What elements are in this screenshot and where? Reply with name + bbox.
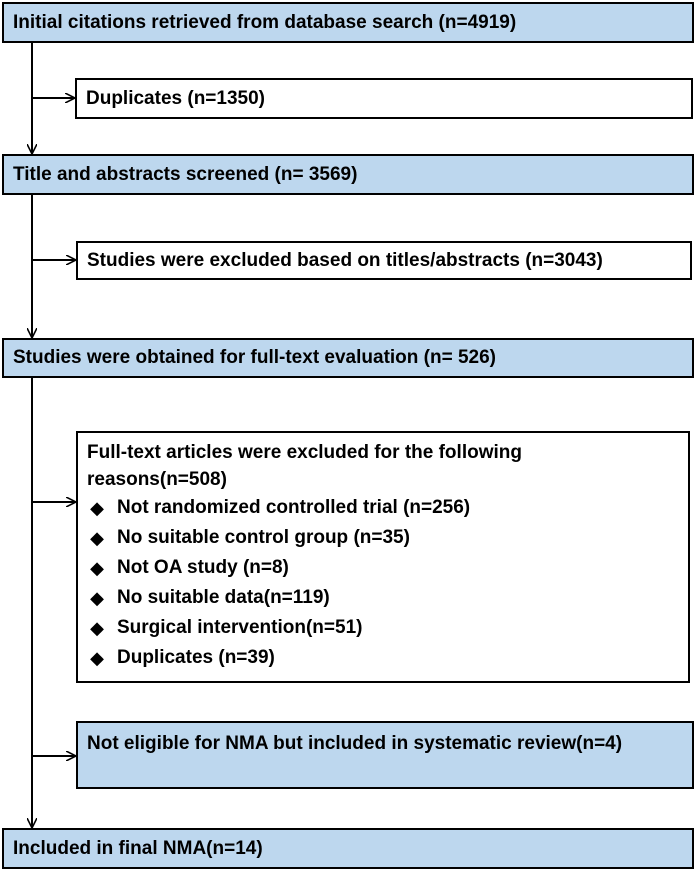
screened-box [2,154,694,195]
exclusion-reasons-box [76,431,690,683]
reason-label: Duplicates (n=39) [117,647,275,668]
list-item [87,613,688,643]
reason-label: No suitable data(n=119) [117,587,330,608]
fulltext-text: Studies were obtained for full-text evaluation (n= 526) [13,347,497,368]
reason-label: No suitable control group (n=35) [117,527,410,548]
diamond-bullet-icon: ◆ [90,528,104,548]
excluded-titles-text: Studies were excluded based on titles/abstracts (n=3043) [87,249,603,271]
not-eligible-box [76,721,694,789]
duplicates-box [75,78,693,119]
list-item [87,553,688,583]
final-included-text: Included in final NMA(n=14) [13,837,263,859]
list-item [87,493,688,523]
excluded-titles-box [76,241,692,280]
exclusion-reasons-list [87,493,688,673]
diamond-bullet-icon: ◆ [90,618,104,638]
diamond-bullet-icon: ◆ [90,648,104,668]
fulltext-box [2,338,694,378]
screened-text: Title and abstracts screened (n= 3569) [13,163,358,185]
final-included-box [2,828,694,869]
diamond-bullet-icon: ◆ [90,558,104,578]
initial-citations-box [2,2,694,43]
reason-label: Surgical intervention(n=51) [117,617,363,638]
duplicates-text: Duplicates (n=1350) [86,87,265,109]
not-eligible-text: Not eligible for NMA but included in systematic review(n=4) [87,733,623,754]
reason-label: Not randomized controlled trial (n=256) [117,497,471,518]
initial-citations-text: Initial citations retrieved from database search (n=4919) [13,11,517,33]
list-item [87,523,688,553]
list-item [87,583,688,613]
diamond-bullet-icon: ◆ [90,498,104,518]
reason-label: Not OA study (n=8) [117,557,289,578]
exclusion-reasons-header: Full-text articles were excluded for the following reasons(n=508) [87,442,522,490]
list-item [87,643,688,673]
diamond-bullet-icon: ◆ [90,588,104,608]
